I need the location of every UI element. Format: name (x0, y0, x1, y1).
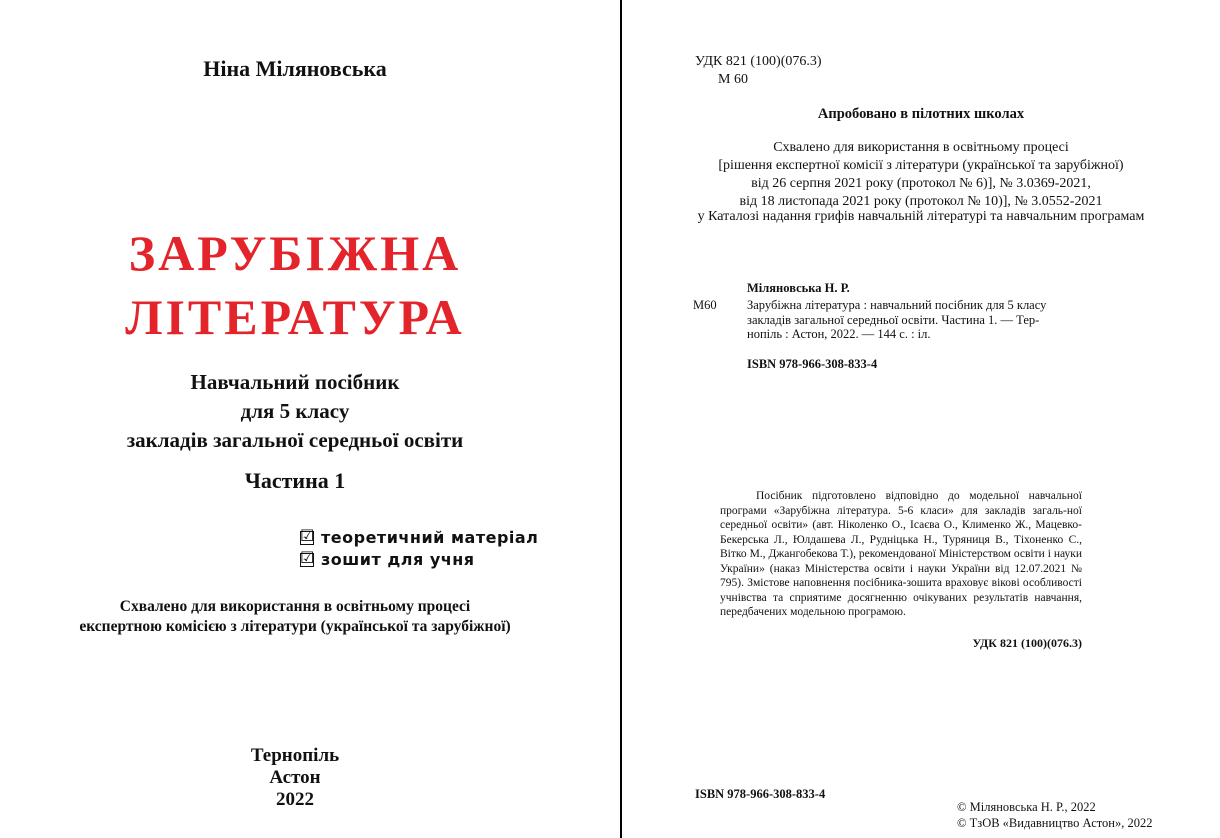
pilot-note: Апробовано в пілотних школах (817, 106, 1025, 122)
subtitle-line1: Навчальний посібник (190, 370, 400, 394)
approval-text-line: у Каталозі надання грифів навчальній літературі та навчальним програмам (697, 209, 1145, 224)
udk-code: УДК 821 (100)(076.3) (695, 54, 822, 69)
catalog-line: Зарубіжна література : навчальний посібник для 5 класу (747, 298, 1047, 312)
part-label: Частина 1 (244, 468, 346, 493)
approval-text-line: від 26 серпня 2021 року (протокол № 6)], № 3.0369-2021, (751, 176, 1091, 191)
copyright-publisher: © ТзОВ «Видавництво Астон», 2022 (957, 816, 1153, 830)
book-description (720, 489, 1082, 620)
book-title-line1: ЗАРУБІЖНА (128, 225, 462, 281)
udk-code-bottom: УДК 821 (100)(076.3) (972, 636, 1082, 650)
approval-line2: експертною комісією з літератури (української та зарубіжної) (79, 618, 511, 635)
copyright-author: © Міляновська Н. Р., 2022 (957, 800, 1096, 814)
publisher-name: Астон (269, 767, 321, 788)
author-mark: М 60 (718, 72, 748, 87)
checkbox-checked-icon: ☑ (300, 525, 315, 545)
checklist-label: зошит для учня (321, 550, 475, 569)
publication-city: Тернопіль (250, 745, 340, 766)
checklist-item-theory (300, 525, 539, 547)
catalog-code: М60 (693, 298, 717, 312)
publication-year: 2022 (276, 789, 314, 810)
isbn-bottom: ISBN 978-966-308-833-4 (695, 787, 826, 801)
description-text: Посібник підготовлено відповідно до модельної навчальної програми «Зарубіжна література. 5-6 класи» для закладів загаль-ної середньої освіти» (авт. Ніколенко О., Ісаєва О., Клименко Ж., Мацевко-Бекерська Л., Юлдашева Л., Рудніцька Н., Туряниця В., Тіхоненко С., Вітко М., Джангобекова Т.), рекомендованої Міністерством освіти і науки України» (наказ Міністерства освіти і науки України від 12.07.2021 № 795). Змістове наповнення посібника-зошита враховує вікові особливості учнівства та сприятиме досягненню очікуваних результатів навчання, передбачених модельною програмою. (720, 490, 1082, 618)
approval-text-line: Схвалено для використання в освітньому процесі (773, 140, 1069, 155)
right-page-imprint (622, 0, 1220, 838)
checkbox-checked-icon: ☑ (300, 547, 315, 567)
catalog-line: закладів загальної середньої освіти. Частина 1. — Тер- (747, 313, 1040, 327)
catalog-line: нопіль : Астон, 2022. — 144 с. : іл. (747, 327, 931, 341)
checklist-label: теоретичний матеріал (321, 528, 539, 547)
checklist-item-workbook (300, 547, 475, 569)
subtitle-line3: закладів загальної середньої освіти (126, 428, 464, 452)
approval-line1: Схвалено для використання в освітньому процесі (119, 598, 471, 615)
catalog-author: Міляновська Н. Р. (747, 281, 850, 295)
approval-text-line: від 18 листопада 2021 року (протокол № 10)], № 3.0552-2021 (739, 194, 1103, 209)
catalog-isbn: ISBN 978-966-308-833-4 (747, 357, 878, 371)
subtitle-line2: для 5 класу (240, 399, 350, 423)
approval-text-line: [рішення експертної комісії з літератури (української та зарубіжної) (718, 158, 1124, 173)
book-title-line2: ЛІТЕРАТУРА (125, 289, 465, 345)
author-name: Ніна Міляновська (203, 56, 387, 81)
